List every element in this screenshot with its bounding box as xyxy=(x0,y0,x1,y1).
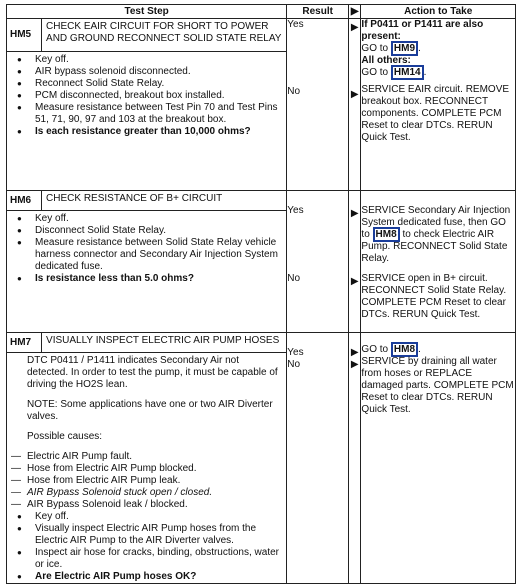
hm7-go-prefix: GO to xyxy=(361,344,389,355)
pinpoint-test-table xyxy=(6,4,516,584)
hm5-go1-prefix: GO to xyxy=(361,43,389,54)
header-test-step: Test Step xyxy=(7,5,287,19)
hm7-no: No xyxy=(287,359,301,370)
hm6-step-1: ● Key off. xyxy=(35,213,282,225)
hm5-step-1: ● Key off. xyxy=(35,54,282,66)
hm7-step-2: ● Visually inspect Electric AIR Pump hoses from the Electric AIR Pump to the AIR Diverter valves. xyxy=(35,523,282,547)
hm5-step-5: ● Measure resistance between Test Pin 70 and Test Pins 51, 71, 90, 97 and 103 at the breakout box. xyxy=(35,102,282,126)
hm7-no-action: SERVICE by draining all water from hoses or REPLACE damaged parts. COMPLETE PCM Reset to clear DTCs. RERUN Quick Test. xyxy=(361,356,514,415)
hm5-yes-action-1: If P0411 or P1411 are also present: xyxy=(361,19,484,42)
table-header-row xyxy=(7,5,516,19)
hm6-title-row xyxy=(7,191,516,211)
hm6-yes: Yes xyxy=(287,205,304,216)
hm7-title-row xyxy=(7,333,516,353)
hm6-arrows xyxy=(349,191,361,333)
hm5-yes: Yes xyxy=(287,19,304,30)
hm5-step-2: ● AIR bypass solenoid disconnected. xyxy=(35,66,282,78)
hm5-no: No xyxy=(287,86,301,97)
hm7-arrows xyxy=(349,333,361,584)
hm5-title: CHECK EAIR CIRCUIT FOR SHORT TO POWER AND GROUND RECONNECT SOLID STATE RELAY xyxy=(42,19,287,52)
hm5-arrows xyxy=(349,19,361,191)
hm5-steps-cell xyxy=(7,52,287,191)
hm6-steps-cell xyxy=(7,211,287,333)
hm5-no-arrow: ▶ xyxy=(350,89,359,100)
hm6-yes-action-post: to check Electric AIR Pump. RECONNECT Solid State Relay. xyxy=(361,229,508,264)
hm6-yes-arrow: ▶ xyxy=(350,208,359,219)
hm5-question: ● Is each resistance greater than 10,000 ohms? xyxy=(35,126,282,138)
hm5-no-action: SERVICE EAIR circuit. REMOVE breakout box. RECONNECT components. COMPLETE PCM Reset to clear DTCs. RERUN Quick Test. xyxy=(361,84,510,143)
hm7-yes-arrow: ▶ xyxy=(350,347,359,358)
hm6-title: CHECK RESISTANCE OF B+ CIRCUIT xyxy=(42,191,287,211)
hm5-go2-prefix: GO to xyxy=(361,67,389,78)
hm7-cause-4: — AIR Bypass Solenoid stuck open / closed. xyxy=(27,487,282,499)
hm5-actions: If P0411 or P1411 are also present: GO to HM9 . All others: GO to HM14 . SERVICE EAIR circuit. REMOVE breakout box. RECONNECT components. COMPLETE PCM Reset to clear DTCs. RERUN Quick Test. xyxy=(361,19,516,191)
hm7-intro: DTC P0411 / P1411 indicates Secondary Air not detected. In order to test the pump, it must be capable of driving the HO2S lean. xyxy=(27,355,278,390)
hm5-yes-arrow: ▶ xyxy=(350,22,359,33)
hm6-question: ● Is resistance less than 5.0 ohms? xyxy=(35,273,282,285)
hm7-link-hm8[interactable]: HM8 xyxy=(391,342,418,357)
hm7-yes: Yes xyxy=(287,347,304,358)
hm6-step-2: ● Disconnect Solid State Relay. xyxy=(35,225,282,237)
hm7-title: VISUALLY INSPECT ELECTRIC AIR PUMP HOSES xyxy=(42,333,287,353)
hm7-causes-list xyxy=(7,451,286,511)
header-action: Action to Take xyxy=(361,5,516,19)
hm6-actions xyxy=(361,191,516,333)
hm6-no-arrow: ▶ xyxy=(350,276,359,287)
hm6-id: HM6 xyxy=(7,191,42,211)
hm5-results xyxy=(287,19,349,191)
hm5-id: HM5 xyxy=(7,19,42,52)
hm5-step-3: ● Reconnect Solid State Relay. xyxy=(35,78,282,90)
hm7-step-3: ● Inspect air hose for cracks, binding, obstructions, water or ice. xyxy=(35,547,282,571)
hm7-results xyxy=(287,333,349,584)
hm7-cause-2: — Hose from Electric AIR Pump blocked. xyxy=(27,463,282,475)
hm6-no-action: SERVICE open in B+ circuit. RECONNECT Solid State Relay. COMPLETE PCM Reset to clear DTCs. RERUN Quick Test. xyxy=(361,273,507,320)
hm6-results xyxy=(287,191,349,333)
hm7-note: NOTE: Some applications have one or two AIR Diverter valves. xyxy=(27,399,273,422)
hm6-link-hm8[interactable]: HM8 xyxy=(373,227,400,242)
hm5-link-hm14[interactable]: HM14 xyxy=(391,65,424,80)
hm5-yes-action-2: All others: xyxy=(361,55,411,66)
header-result: Result xyxy=(287,5,349,19)
hm7-cause-5: — AIR Bypass Solenoid leak / blocked. xyxy=(27,499,282,511)
hm5-title-row xyxy=(7,19,516,52)
hm7-cause-1: — Electric AIR Pump fault. xyxy=(27,451,282,463)
hm7-no-arrow: ▶ xyxy=(350,359,359,370)
hm7-step-1: ● Key off. xyxy=(35,511,282,523)
hm5-step-4: ● PCM disconnected, breakout box installed. xyxy=(35,90,282,102)
hm6-no: No xyxy=(287,273,301,284)
hm7-question: ● Are Electric AIR Pump hoses OK? xyxy=(35,571,282,583)
hm7-actions: GO to HM8 . SERVICE by draining all water from hoses or REPLACE damaged parts. COMPLETE PCM Reset to clear DTCs. RERUN Quick Test. xyxy=(361,333,516,584)
hm7-causes-label: Possible causes: xyxy=(27,431,103,442)
hm6-yes-action-pre: SERVICE Secondary Air Injection System dedicated fuse, then GO to xyxy=(361,205,511,240)
hm5-link-hm9[interactable]: HM9 xyxy=(391,41,418,56)
hm7-id: HM7 xyxy=(7,333,42,353)
hm7-steps-cell xyxy=(7,353,287,584)
hm6-step-3: ● Measure resistance between Solid State Relay vehicle harness connector and Secondary Air Injection System dedicated fuse. xyxy=(35,237,282,273)
hm7-cause-3: — Hose from Electric AIR Pump leak. xyxy=(27,475,282,487)
header-arrow: ▶ xyxy=(349,5,361,19)
